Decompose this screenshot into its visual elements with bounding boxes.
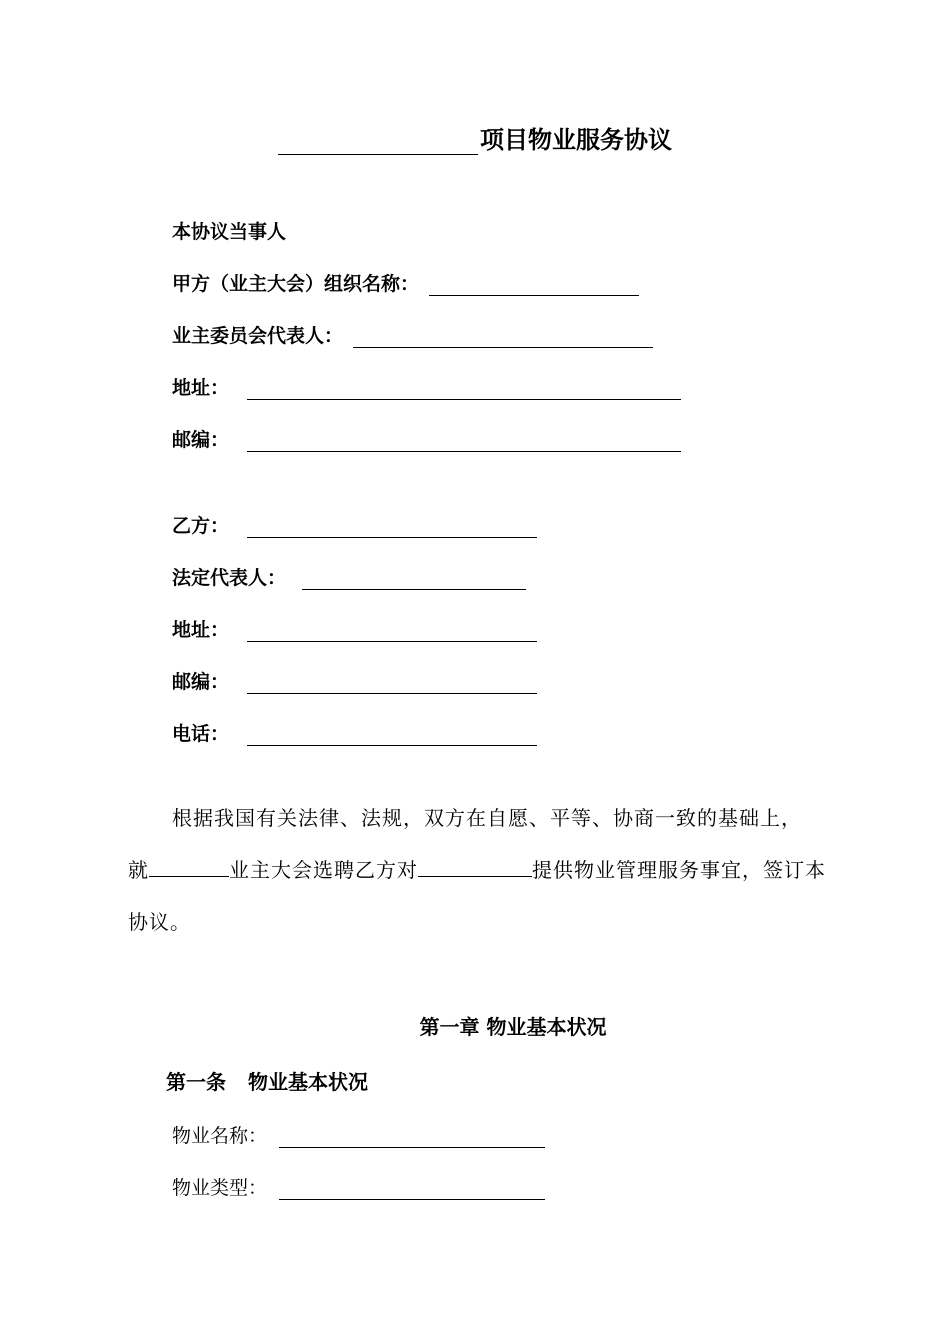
party-a-address-label: 地址： xyxy=(172,377,230,399)
party-a-rep-field[interactable] xyxy=(353,321,653,348)
party-b-phone-field[interactable] xyxy=(247,719,537,746)
preamble-line-2 xyxy=(128,854,826,883)
preamble-line-2-part-1: 就 xyxy=(128,858,149,882)
chapter-1-title: 第一章 物业基本状况 xyxy=(419,1015,607,1039)
property-blank[interactable] xyxy=(418,854,532,877)
party-a-rep-row xyxy=(172,318,653,348)
party-b-address-label: 地址： xyxy=(172,619,230,641)
party-b-name-row xyxy=(172,508,537,538)
party-b-legal-rep-row xyxy=(172,560,526,590)
party-b-phone-row xyxy=(172,716,537,746)
party-a-postcode-label: 邮编： xyxy=(172,429,230,451)
party-b-phone-label: 电话： xyxy=(172,723,230,745)
title-text: 项目物业服务协议 xyxy=(480,125,672,154)
preamble-line-2-part-2: 业主大会选聘乙方对 xyxy=(229,858,418,882)
parties-heading-row xyxy=(172,214,286,244)
party-a-rep-label: 业主委员会代表人： xyxy=(172,325,344,347)
parties-heading: 本协议当事人 xyxy=(172,221,287,243)
property-name-field[interactable] xyxy=(279,1121,545,1148)
party-b-legal-rep-field[interactable] xyxy=(302,563,526,590)
party-b-address-row xyxy=(172,612,537,642)
party-a-org-label: 甲方（业主大会）组织名称： xyxy=(172,273,420,295)
owners-assembly-blank[interactable] xyxy=(149,854,229,877)
preamble-line-3-text: 协议。 xyxy=(128,910,191,934)
preamble-line-3 xyxy=(128,906,191,935)
party-b-legal-rep-label: 法定代表人： xyxy=(172,567,287,589)
party-a-postcode-row xyxy=(172,422,681,452)
property-type-field[interactable] xyxy=(279,1173,545,1200)
property-type-row xyxy=(172,1170,545,1200)
party-b-postcode-field[interactable] xyxy=(247,667,537,694)
article-1-heading xyxy=(166,1066,368,1095)
party-a-address-field[interactable] xyxy=(247,373,681,400)
party-b-postcode-row xyxy=(172,664,537,694)
party-a-postcode-field[interactable] xyxy=(247,425,681,452)
party-a-org-row xyxy=(172,266,639,296)
party-b-address-field[interactable] xyxy=(247,615,537,642)
party-a-org-field[interactable] xyxy=(429,269,639,296)
party-b-name-field[interactable] xyxy=(247,511,537,538)
article-1-number: 第一条 xyxy=(166,1070,226,1094)
article-1-title: 物业基本状况 xyxy=(248,1070,368,1094)
party-b-name-label: 乙方： xyxy=(172,515,230,537)
property-type-label: 物业类型： xyxy=(172,1177,268,1199)
preamble-line-1 xyxy=(172,802,802,831)
party-a-address-row xyxy=(172,370,681,400)
project-name-blank[interactable] xyxy=(278,124,478,155)
property-name-row xyxy=(172,1118,545,1148)
preamble-line-1-text: 根据我国有关法律、法规，双方在自愿、平等、协商一致的基础上， xyxy=(172,806,802,830)
property-name-label: 物业名称： xyxy=(172,1125,268,1147)
preamble-line-2-part-3: 提供物业管理服务事宜，签订本 xyxy=(532,858,826,882)
document-title xyxy=(278,120,672,155)
party-b-postcode-label: 邮编： xyxy=(172,671,230,693)
